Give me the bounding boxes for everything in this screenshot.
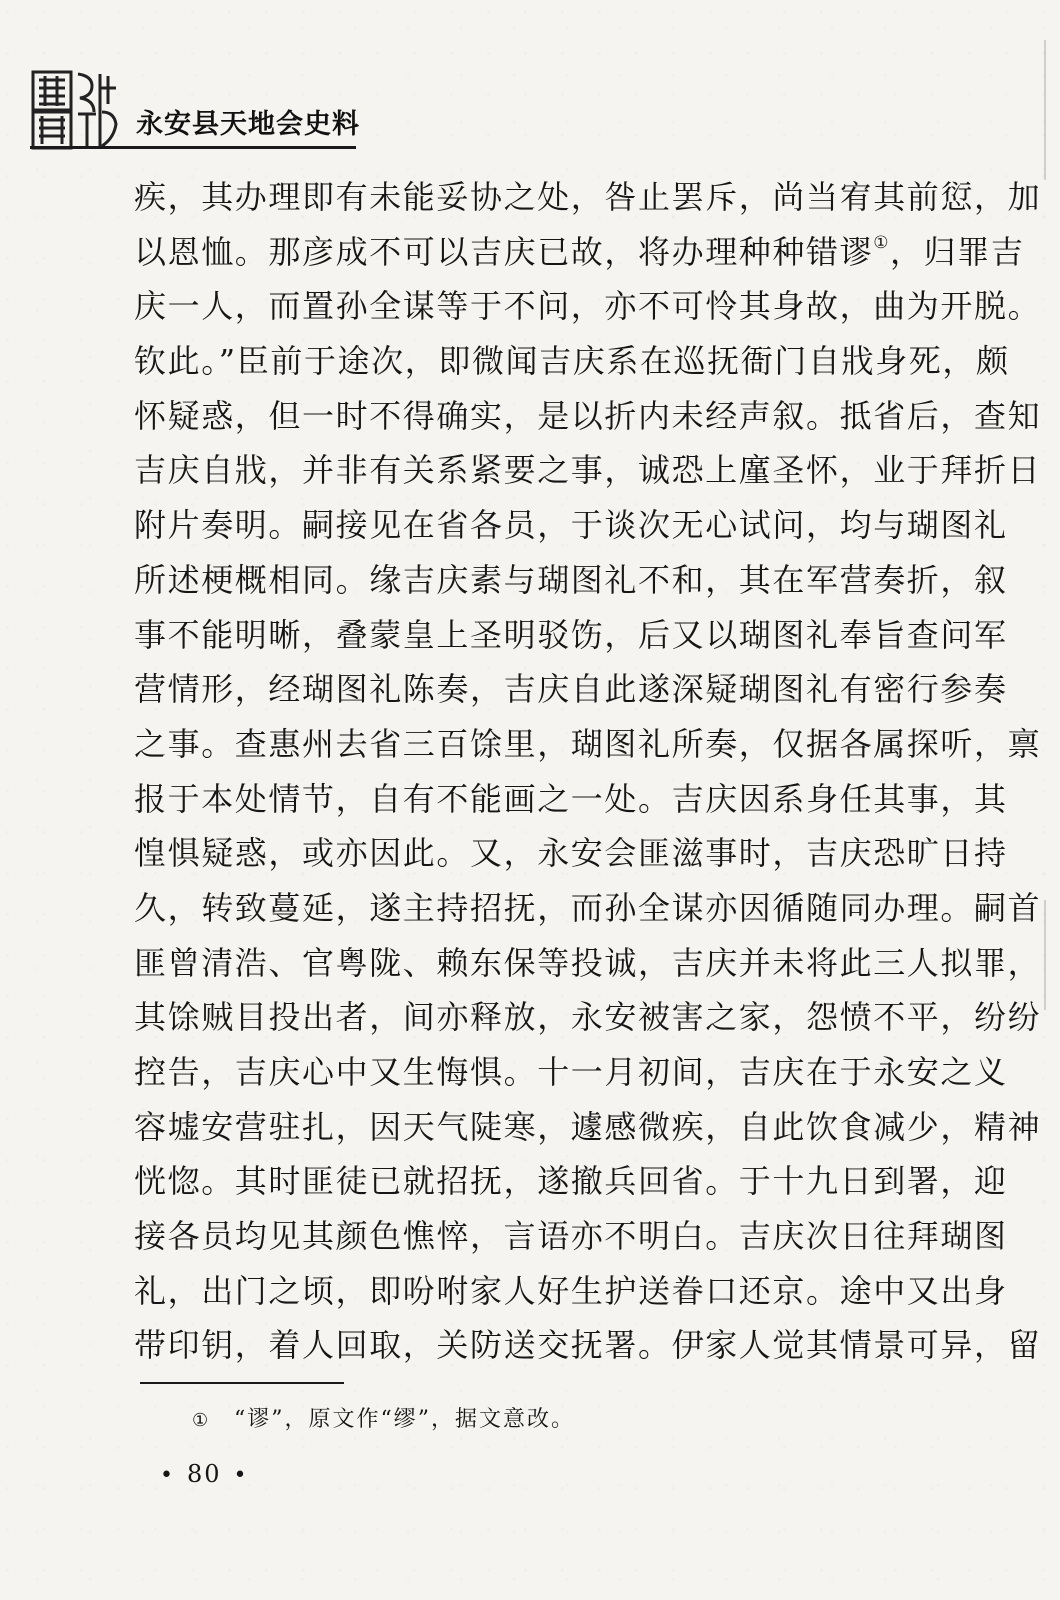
page-number-dot-right: • bbox=[233, 1463, 249, 1488]
text-line: 庆一人，而置孙全谋等于不问，亦不可怜其身故，曲为开脱。 bbox=[134, 287, 1042, 326]
footnote-marker: ① bbox=[192, 1410, 211, 1431]
text-line: 惶惧疑惑，或亦因此。又，永安会匪滋事时，吉庆恐旷日持 bbox=[134, 834, 1008, 873]
scan-edge-mark bbox=[1044, 900, 1046, 1010]
text-line: 控告，吉庆心中又生悔惧。十一月初间，吉庆在于永安之义 bbox=[134, 1053, 1008, 1091]
text-line: 久，转致蔓延，遂主持招抚，而孙全谋亦因循随同办理。嗣首 bbox=[134, 888, 1042, 927]
scan-edge-mark bbox=[1044, 40, 1046, 180]
text-line: 疾，其办理即有未能妥协之处，咎止罢斥，尚当宥其前愆，加 bbox=[134, 178, 1042, 216]
text-line: 事不能明晰，叠蒙皇上圣明驳饬，后又以瑚图礼奉旨查问军 bbox=[134, 615, 1008, 654]
footnote-reference[interactable]: ① bbox=[873, 232, 891, 253]
page-number-dot-left: • bbox=[160, 1463, 175, 1488]
text-line: 所述梗概相同。缘吉庆素与瑚图礼不和，其在军营奏折，叙 bbox=[134, 560, 1008, 599]
body-text bbox=[134, 170, 1042, 1373]
text-line-head: 以恩恤。那彦成不可以吉庆已故，将办理种种错谬 bbox=[134, 232, 874, 271]
text-line: 礼，出门之顷，即吩咐家人好生护送眷口还京。途中又出身 bbox=[134, 1271, 1008, 1310]
text-line: 钦此。”臣前于途次，即微闻吉庆系在巡抚衙门自戕身死，颇 bbox=[134, 342, 1010, 381]
text-line: 报于本处情节，自有不能画之一处。吉庆因系身任其事，其 bbox=[134, 779, 1008, 818]
text-line: 吉庆自戕，并非有关系紧要之事，诚恐上廑圣怀，业于拜折日 bbox=[134, 451, 1042, 490]
text-line-with-note bbox=[134, 225, 1025, 280]
footnote-text: “谬”，原文作“缪”，据文意改。 bbox=[234, 1407, 575, 1432]
running-head-title: 永安县天地会史料 bbox=[136, 109, 360, 140]
text-line-tail: ，归罪吉 bbox=[890, 232, 1025, 271]
header-rule bbox=[30, 146, 356, 149]
text-line: 附片奏明。嗣接见在省各员，于谈次无心试问，均与瑚图礼 bbox=[134, 506, 1008, 545]
page-number bbox=[160, 1460, 249, 1488]
footnote-rule bbox=[140, 1382, 344, 1384]
text-line: 怀疑惑，但一时不得确实，是以折内未经声叙。抵省后，查知 bbox=[134, 396, 1042, 435]
seal-stamp-icon bbox=[30, 68, 120, 152]
text-line: 接各员均见其颜色憔悴，言语亦不明白。吉庆次日往拜瑚图 bbox=[134, 1217, 1008, 1256]
text-line: 营情形，经瑚图礼陈奏，吉庆自此遂深疑瑚图礼有密行参奏 bbox=[134, 670, 1008, 709]
text-line: 恍惚。其时匪徒已就招抚，遂撤兵回省。于十九日到署，迎 bbox=[134, 1162, 1008, 1201]
text-line: 之事。查惠州去省三百馀里，瑚图礼所奏，仅据各属探听，禀 bbox=[134, 724, 1042, 763]
footnote bbox=[192, 1402, 575, 1433]
text-line: 匪曾清浩、官粤陇、赖东保等投诚，吉庆并未将此三人拟罪， bbox=[134, 943, 1042, 982]
text-line: 容墟安营驻扎，因天气陡寒，遽感微疾，自此饮食减少，精神 bbox=[134, 1107, 1042, 1146]
text-line: 带印钥，着人回取，关防送交抚署。伊家人觉其情景可异，留 bbox=[134, 1326, 1042, 1365]
page-number-value: 80 bbox=[186, 1460, 222, 1488]
text-line: 其馀贼目投出者，间亦释放，永安被害之家，怨愤不平，纷纷 bbox=[134, 998, 1042, 1037]
